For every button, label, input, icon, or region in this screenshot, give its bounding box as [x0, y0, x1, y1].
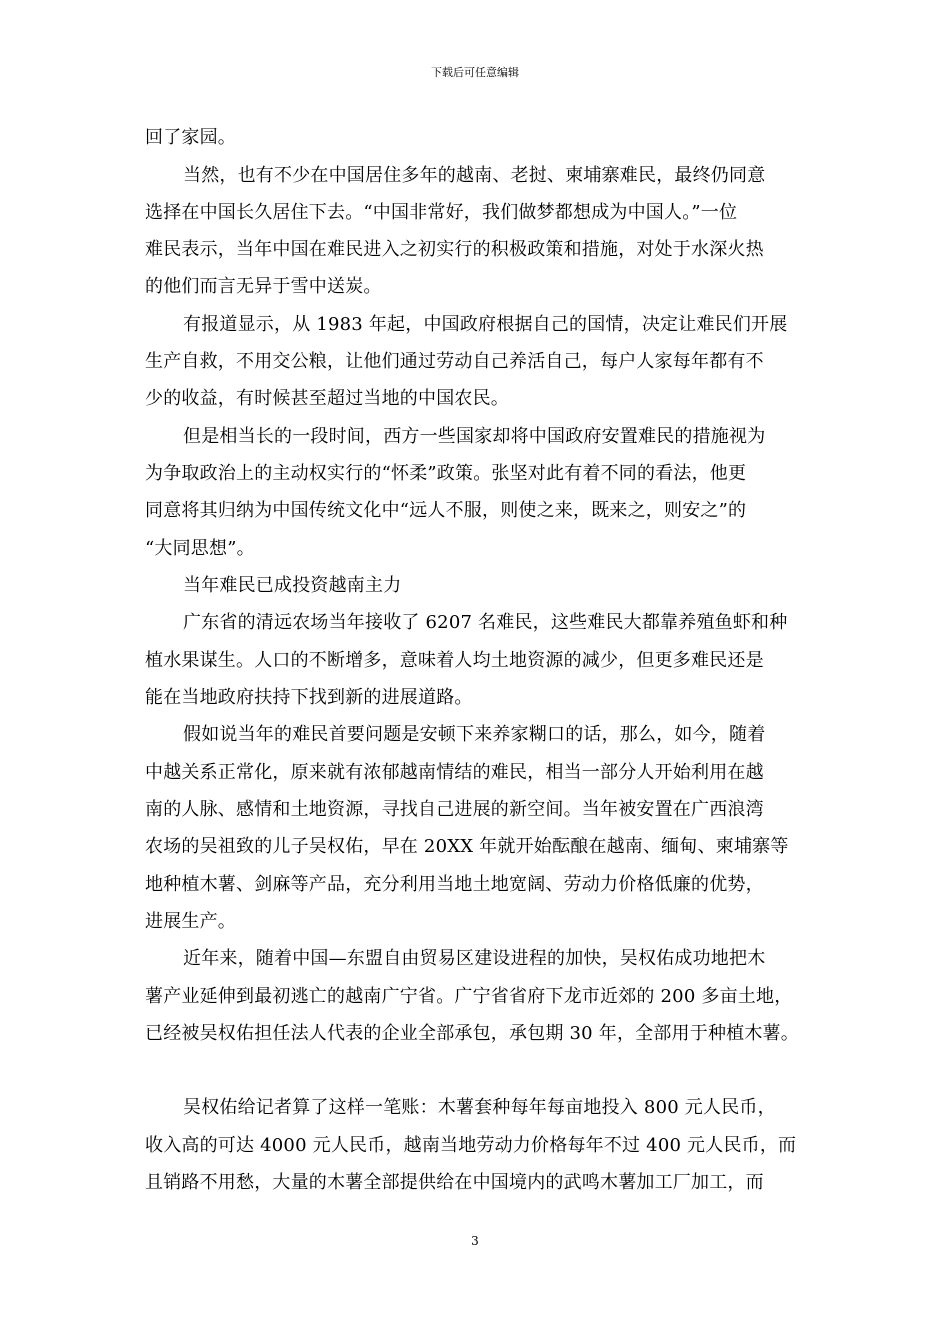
page-number: 3 — [471, 1234, 479, 1248]
text-line: 同意将其归纳为中国传统文化中“远人不服，则使之来，既来之，则安之”的 — [145, 500, 747, 521]
text-line: 近年来，随着中国—东盟自由贸易区建设进程的加快，吴权佑成功地把木 — [183, 948, 766, 969]
text-line: 农场的吴祖致的儿子吴权佑，早在 20XX 年就开始酝酿在越南、缅甸、柬埔寨等 — [145, 836, 789, 857]
text-line: 难民表示，当年中国在难民进入之初实行的积极政策和措施，对处于水深火热 — [145, 239, 764, 260]
text-line: 进展生产。 — [145, 911, 236, 932]
text-line: 的他们而言无异于雪中送炭。 — [145, 276, 382, 297]
text-line: 广东省的清远农场当年接收了 6207 名难民，这些难民大都靠养殖鱼虾和种 — [183, 612, 788, 633]
text-line: 生产自救，不用交公粮，让他们通过劳动自己养活自己，每户人家每年都有不 — [145, 351, 764, 372]
text-line: 已经被吴权佑担任法人代表的企业全部承包，承包期 30 年，全部用于种植木薯。 — [145, 1023, 799, 1044]
text-line: 地种植木薯、剑麻等产品，充分利用当地土地宽阔、劳动力价格低廉的优势， — [145, 874, 764, 895]
text-line: 吴权佑给记者算了这样一笔账：木薯套种每年每亩地投入 800 元人民币， — [183, 1097, 776, 1118]
text-line: 有报道显示，从 1983 年起，中国政府根据自己的国情，决定让难民们开展 — [183, 314, 788, 335]
text-line: 为争取政治上的主动权实行的“怀柔”政策。张坚对此有着不同的看法，他更 — [145, 463, 747, 484]
text-line: 假如说当年的难民首要问题是安顿下来养家糊口的话，那么，如今，随着 — [183, 724, 766, 745]
text-line: 少的收益，有时候甚至超过当地的中国农民。 — [145, 388, 509, 409]
text-line: 南的人脉、感情和土地资源，寻找自己进展的新空间。当年被安置在广西浪湾 — [145, 799, 764, 820]
text-line: 当然，也有不少在中国居住多年的越南、老挝、柬埔寨难民，最终仍同意 — [183, 165, 766, 186]
text-line: 且销路不用愁，大量的木薯全部提供给在中国境内的武鸣木薯加工厂加工，而 — [145, 1172, 764, 1193]
text-line: “大同思想”。 — [145, 538, 255, 559]
text-line: 植水果谋生。人口的不断增多，意味着人均土地资源的减少，但更多难民还是 — [145, 650, 764, 671]
section-heading: 当年难民已成投资越南主力 — [183, 575, 402, 596]
page-header: 下载后可任意编辑 — [431, 66, 519, 79]
text-line: 薯产业延伸到最初逃亡的越南广宁省。广宁省省府下龙市近郊的 200 多亩土地， — [145, 986, 793, 1007]
text-line: 中越关系正常化，原来就有浓郁越南情结的难民，相当一部分人开始利用在越 — [145, 762, 764, 783]
text-line: 能在当地政府扶持下找到新的进展道路。 — [145, 687, 473, 708]
text-line: 收入高的可达 4000 元人民币，越南当地劳动力价格每年不过 400 元人民币，而 — [145, 1135, 797, 1156]
text-line: 但是相当长的一段时间，西方一些国家却将中国政府安置难民的措施视为 — [183, 426, 766, 447]
text-line: 选择在中国长久居住下去。“中国非常好，我们做梦都想成为中国人。”一位 — [145, 202, 738, 223]
text-line: 回了家园。 — [145, 127, 236, 148]
